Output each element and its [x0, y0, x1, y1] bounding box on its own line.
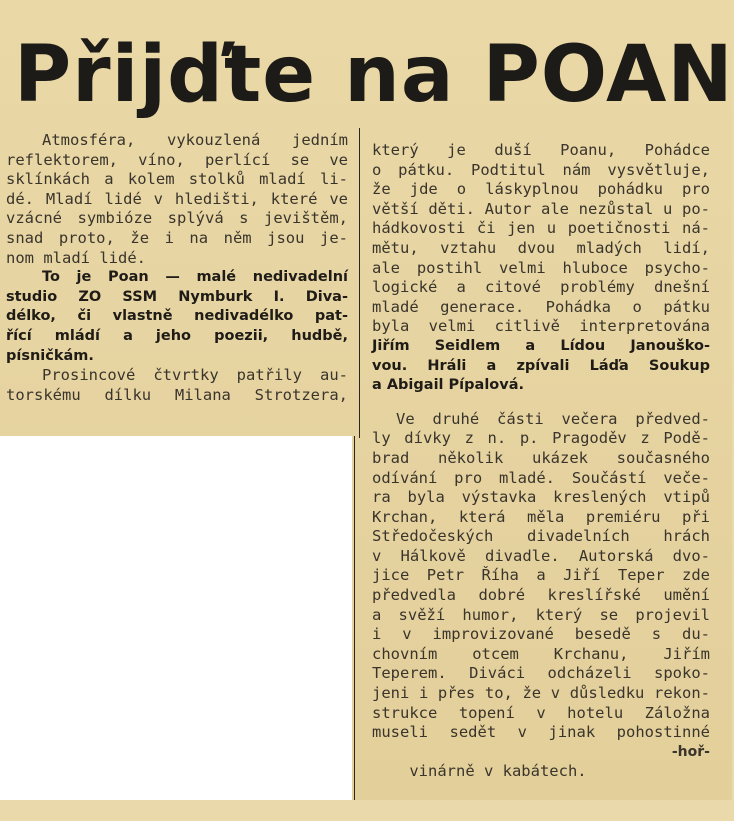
right-line: větší děti. Autor ale nezůstal u po-: [372, 199, 710, 218]
right-line: vinárně v kabátech.: [409, 762, 587, 781]
closing-line: [372, 743, 710, 781]
right-line: hádkovosti či jen u poetičnosti ná-: [372, 219, 710, 238]
right-line: museli sedět v jinak pohostinné: [372, 723, 710, 742]
left-line: sklínkách a kolem stolků mladí li-: [6, 170, 348, 189]
right-line: předvedla dobré kreslířské umění: [372, 586, 710, 605]
column-divider-lower: [354, 436, 355, 800]
left-line: dé. Mladí lidé v hledišti, které ve: [6, 189, 348, 208]
right-line: ra byla výstavka kreslených vtipů: [372, 488, 710, 507]
right-column: [372, 141, 710, 781]
left-line-bold: písničkám.: [6, 347, 94, 364]
left-line: nom mladí lidé.: [6, 248, 146, 267]
headline: Přijďte na POAN: [14, 30, 734, 120]
right-line: brad několik ukázek současného: [372, 448, 710, 467]
right-line-bold: a Abigail Pípalová.: [372, 377, 524, 394]
left-line-bold: řící mládí a jeho poezii, hudbě,: [6, 327, 348, 344]
right-line: logické a citové problémy dnešní: [372, 278, 710, 297]
right-line: ly dívky z n. p. Pragoděv z Podě-: [372, 429, 710, 448]
right-line-bold: vou. Hráli a zpívali Láďa Soukup: [372, 357, 710, 374]
left-line: torskému dílku Milana Strotzera,: [6, 385, 348, 404]
right-line: Středočeských divadelních hrách: [372, 527, 710, 546]
left-line-bold: To je Poan — malé nedivadelní: [42, 269, 348, 286]
right-line: že jde o láskyplnou pohádku pro: [372, 180, 710, 199]
right-line: jeni i přes to, že v důsledku rekon-: [372, 684, 710, 703]
left-line: reflektorem, víno, perlící se ve: [6, 150, 348, 169]
right-line: byla velmi citlivě interpretována: [372, 317, 710, 336]
right-line: odívání pro mladé. Součástí veče-: [372, 468, 710, 487]
right-line: Ve druhé části večera předved-: [396, 409, 710, 428]
left-line-bold: studio ZO SSM Nymburk I. Diva-: [6, 288, 348, 305]
right-line: mladé generace. Pohádka o pátku: [372, 297, 710, 316]
right-line: který je duší Poanu, Pohádce: [372, 141, 710, 159]
clipping-cutout: [0, 436, 352, 800]
right-line: o pátku. Podtitul nám vysvětluje,: [372, 160, 710, 179]
right-line: ale postihl velmi hluboce psycho-: [372, 258, 710, 277]
right-line: Teperem. Diváci odcházeli spoko-: [372, 664, 710, 683]
right-line: strukce topení v hotelu Záložna: [372, 703, 710, 722]
paragraph-gap: [372, 396, 710, 410]
column-divider: [359, 128, 360, 438]
right-line: v Hálkově divadle. Autorská dvo-: [372, 546, 710, 565]
author-signature: -hoř-: [671, 743, 710, 760]
right-line-bold: Jiřím Seidlem a Lídou Janouško-: [372, 337, 710, 354]
right-line: i v improvizované besedě s du-: [372, 625, 710, 644]
right-line: Krchan, která měla premiéru při: [372, 507, 710, 526]
left-column: [6, 131, 348, 405]
right-line: mětu, vztahu dvou mladých lidí,: [372, 238, 710, 257]
right-line: a svěží humor, který se projevil: [372, 605, 710, 624]
left-line: Atmosféra, vykouzlená jedním: [42, 131, 348, 149]
left-line-bold: délko, či vlastně nedivadélko pat-: [6, 308, 348, 325]
left-line: Prosincové čtvrtky patřily au-: [42, 366, 348, 385]
right-line: jice Petr Říha a Jiří Teper zde: [372, 566, 710, 585]
left-line: vzácné symbióze splývá s jevištěm,: [6, 209, 348, 228]
left-line: snad proto, že i na něm jsou je-: [6, 228, 348, 247]
right-line: chovním otcem Krchanu, Jiřím: [372, 644, 710, 663]
